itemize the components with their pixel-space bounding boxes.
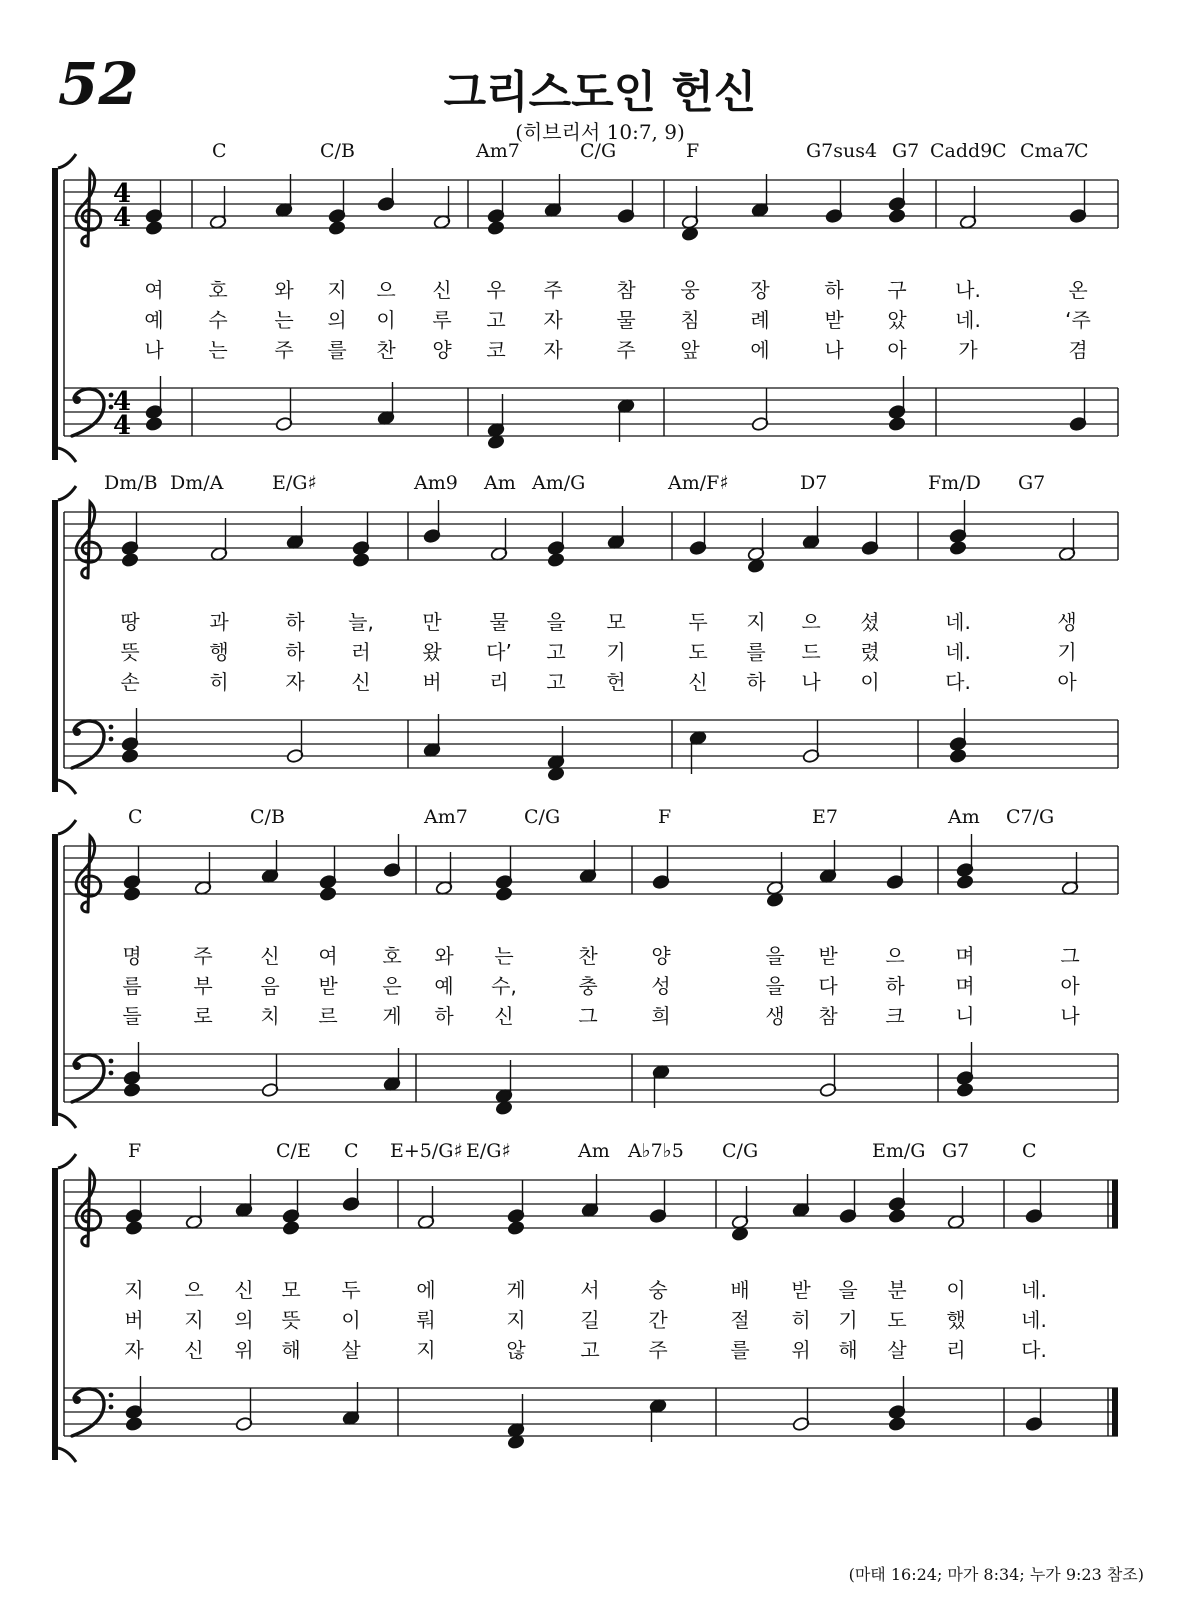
lyric-verse-1-syllable: 을 xyxy=(546,610,566,634)
lyric-verse-3-syllable: 해 xyxy=(281,1338,301,1362)
treble-time-signature xyxy=(113,179,131,233)
lyric-verse-2-syllable: 드 xyxy=(801,640,821,664)
system-bracket xyxy=(52,154,76,462)
lyric-verse-3-syllable: 나 xyxy=(1060,1004,1080,1028)
chord-symbol: Dm/B xyxy=(104,472,158,494)
chord-symbol: C xyxy=(1074,140,1089,162)
lyric-verse-2-syllable: 예 xyxy=(434,974,454,998)
lyric-verse-1-syllable: 지 xyxy=(746,610,766,634)
lyric-verse-1-syllable: 양 xyxy=(651,944,671,968)
lyric-verse-2-syllable: 절 xyxy=(730,1308,750,1332)
lyric-verse-2-syllable: 아 xyxy=(1060,974,1080,998)
lyric-verse-3-syllable: 주 xyxy=(274,338,294,362)
chord-symbol: Dm/A xyxy=(170,472,224,494)
chord-symbol: C xyxy=(344,1140,359,1162)
lyric-verse-1-syllable: 생 xyxy=(1057,610,1077,634)
chord-symbol: C7/G xyxy=(1006,806,1055,828)
lyric-verse-1-syllable: 며 xyxy=(955,944,975,968)
lyric-verse-3-syllable: 희 xyxy=(651,1004,671,1028)
lyric-verse-2-syllable: 다 xyxy=(818,974,838,998)
chord-symbol: E7 xyxy=(812,806,838,828)
lyric-verse-3-syllable: 하 xyxy=(434,1004,454,1028)
lyric-verse-2-syllable: 를 xyxy=(746,640,766,664)
lyric-verse-3-syllable: 앞 xyxy=(680,338,700,362)
chord-symbol: F xyxy=(658,806,672,828)
lyric-verse-3-syllable: 로 xyxy=(193,1004,213,1028)
chord-symbol: Cadd9 xyxy=(930,140,993,162)
lyric-verse-1-syllable: 하 xyxy=(824,278,844,302)
lyric-verse-3-syllable: 고 xyxy=(580,1338,600,1362)
lyric-verse-1-syllable: 와 xyxy=(274,278,294,302)
lyric-verse-1-syllable: 주 xyxy=(193,944,213,968)
svg-text:4: 4 xyxy=(112,203,132,233)
lyric-verse-3-syllable: 위 xyxy=(791,1338,811,1362)
lyric-verse-1-syllable: 네. xyxy=(945,610,971,634)
lyric-verse-3-syllable: 신 xyxy=(494,1004,514,1028)
lyric-verse-1-syllable: 과 xyxy=(209,610,229,634)
hymn-number: 52 xyxy=(58,50,139,118)
lyric-verse-3-syllable: 는 xyxy=(208,338,228,362)
lyric-verse-2-syllable: 이 xyxy=(376,308,396,332)
staff-graphics xyxy=(0,806,1200,1136)
chord-symbol: F xyxy=(128,1140,142,1162)
chord-symbol: Am7 xyxy=(476,140,520,162)
lyric-verse-3-syllable: 하 xyxy=(746,670,766,694)
lyric-verse-2-syllable: 며 xyxy=(955,974,975,998)
lyric-verse-2-syllable: 뤄 xyxy=(416,1308,436,1332)
lyric-verse-2-syllable: ‘주 xyxy=(1065,308,1091,332)
lyric-verse-2-syllable: 도 xyxy=(887,1308,907,1332)
lyric-verse-3-syllable: 나 xyxy=(144,338,164,362)
lyric-verse-2-syllable: 렸 xyxy=(860,640,880,664)
lyric-verse-3-syllable: 주 xyxy=(616,338,636,362)
lyric-verse-3-syllable: 나 xyxy=(824,338,844,362)
lyric-verse-1-syllable: 신 xyxy=(234,1278,254,1302)
lyric-verse-3-syllable: 자 xyxy=(285,670,305,694)
chord-symbol: A♭7♭5 xyxy=(628,1140,684,1162)
chord-symbol: D7 xyxy=(800,472,828,494)
lyric-verse-2-syllable: 히 xyxy=(791,1308,811,1332)
lyric-verse-3-syllable: 르 xyxy=(318,1004,338,1028)
lyric-verse-3-syllable: 자 xyxy=(543,338,563,362)
lyric-verse-1-syllable: 지 xyxy=(124,1278,144,1302)
chord-symbol: Fm/D xyxy=(928,472,981,494)
lyric-verse-1-syllable: 찬 xyxy=(578,944,598,968)
lyric-verse-2-syllable: 성 xyxy=(651,974,671,998)
treble-clef-icon xyxy=(76,170,101,246)
lyric-verse-1-syllable: 명 xyxy=(122,944,142,968)
lyric-verse-1-syllable: 주 xyxy=(543,278,563,302)
lyric-verse-1-syllable: 그 xyxy=(1060,944,1080,968)
lyric-verse-3-syllable: 양 xyxy=(432,338,452,362)
lyric-verse-3-syllable: 고 xyxy=(546,670,566,694)
bass-notes xyxy=(123,1042,974,1116)
music-system-1 xyxy=(0,140,1200,470)
lyric-verse-3-syllable: 에 xyxy=(750,338,770,362)
chord-symbol: C/G xyxy=(524,806,561,828)
lyric-verse-2-syllable: 름 xyxy=(122,974,142,998)
lyric-verse-1-syllable: 모 xyxy=(281,1278,301,1302)
treble-notes xyxy=(121,500,1076,574)
lyric-verse-1-syllable: 늘, xyxy=(348,610,374,634)
lyric-verse-1-syllable: 받 xyxy=(818,944,838,968)
lyric-verse-3-syllable: 신 xyxy=(688,670,708,694)
lyric-verse-1-syllable: 물 xyxy=(489,610,509,634)
lyric-verse-2-syllable: 예 xyxy=(144,308,164,332)
chord-symbol: C/G xyxy=(722,1140,759,1162)
lyric-verse-3-syllable: 크 xyxy=(885,1004,905,1028)
lyric-verse-3-syllable: 치 xyxy=(260,1004,280,1028)
chord-symbol: Em/G xyxy=(872,1140,926,1162)
lyric-verse-3-syllable: 지 xyxy=(416,1338,436,1362)
lyric-verse-3-syllable: 를 xyxy=(327,338,347,362)
lyric-verse-3-syllable: 헌 xyxy=(606,670,626,694)
chord-symbol: G7sus4 xyxy=(806,140,878,162)
lyric-verse-2-syllable: 을 xyxy=(765,974,785,998)
lyric-verse-2-syllable: 뜻 xyxy=(120,640,140,664)
lyric-verse-1-syllable: 호 xyxy=(382,944,402,968)
lyric-verse-1-syllable: 두 xyxy=(341,1278,361,1302)
lyric-verse-2-syllable: 지 xyxy=(506,1308,526,1332)
lyric-verse-1-syllable: 신 xyxy=(260,944,280,968)
chord-symbol: C xyxy=(992,140,1007,162)
lyric-verse-2-syllable: 네. xyxy=(945,640,971,664)
lyric-verse-1-syllable: 분 xyxy=(887,1278,907,1302)
lyric-verse-1-syllable: 여 xyxy=(318,944,338,968)
lyric-verse-1-syllable: 에 xyxy=(416,1278,436,1302)
music-system-3 xyxy=(0,806,1200,1136)
treble-clef-icon xyxy=(76,502,101,578)
lyric-verse-2-syllable: 수, xyxy=(491,974,517,998)
lyric-verse-3-syllable: 리 xyxy=(946,1338,966,1362)
lyric-verse-2-syllable: 네. xyxy=(1021,1308,1047,1332)
chord-symbol: Am xyxy=(484,472,516,494)
bass-time-signature xyxy=(113,387,131,441)
lyric-verse-1-syllable: 나. xyxy=(955,278,981,302)
lyric-verse-2-syllable: 부 xyxy=(193,974,213,998)
lyric-verse-3-syllable: 겸 xyxy=(1068,338,1088,362)
lyric-verse-1-syllable: 서 xyxy=(580,1278,600,1302)
lyric-verse-2-syllable: 의 xyxy=(327,308,347,332)
lyric-verse-1-syllable: 우 xyxy=(486,278,506,302)
lyric-verse-1-syllable: 는 xyxy=(494,944,514,968)
chord-symbol: E/G♯ xyxy=(466,1140,511,1162)
bass-staff xyxy=(64,1388,1118,1436)
chord-symbol: Cma7 xyxy=(1020,140,1076,162)
lyric-verse-2-syllable: 침 xyxy=(680,308,700,332)
lyric-verse-2-syllable: 받 xyxy=(824,308,844,332)
bass-notes xyxy=(125,1376,1043,1450)
lyric-verse-2-syllable: 았 xyxy=(887,308,907,332)
lyric-verse-1-syllable: 으 xyxy=(885,944,905,968)
lyric-verse-2-syllable: 받 xyxy=(318,974,338,998)
treble-notes xyxy=(125,1168,1043,1242)
lyric-verse-2-syllable: 다’ xyxy=(486,640,512,664)
lyric-verse-3-syllable: 버 xyxy=(422,670,442,694)
lyric-verse-3-syllable: 다. xyxy=(945,670,971,694)
lyric-verse-3-syllable: 위 xyxy=(234,1338,254,1362)
hymn-title: 그리스도인 헌신 xyxy=(443,67,757,118)
lyric-verse-1-syllable: 웅 xyxy=(680,278,700,302)
lyric-verse-2-syllable: 충 xyxy=(578,974,598,998)
treble-notes xyxy=(123,834,1079,908)
cross-reference: (마태 16:24; 마가 8:34; 누가 9:23 참조) xyxy=(848,1565,1144,1584)
lyric-verse-1-syllable: 숭 xyxy=(648,1278,668,1302)
lyric-verse-3-syllable: 찬 xyxy=(376,338,396,362)
lyric-verse-1-syllable: 으 xyxy=(184,1278,204,1302)
lyric-verse-1-syllable: 두 xyxy=(688,610,708,634)
lyric-verse-1-syllable: 배 xyxy=(730,1278,750,1302)
lyric-verse-1-syllable: 땅 xyxy=(120,610,140,634)
lyric-verse-3-syllable: 해 xyxy=(838,1338,858,1362)
lyric-verse-3-syllable: 참 xyxy=(818,1004,838,1028)
lyric-verse-3-syllable: 아 xyxy=(1057,670,1077,694)
lyric-verse-2-syllable: 길 xyxy=(580,1308,600,1332)
lyric-verse-2-syllable: 하 xyxy=(885,974,905,998)
lyric-verse-2-syllable: 간 xyxy=(648,1308,668,1332)
lyric-verse-2-syllable: 네. xyxy=(955,308,981,332)
lyric-verse-2-syllable: 의 xyxy=(234,1308,254,1332)
lyric-verse-1-syllable: 이 xyxy=(946,1278,966,1302)
lyric-verse-3-syllable: 생 xyxy=(765,1004,785,1028)
staff-graphics xyxy=(0,1140,1200,1470)
chord-symbol: G7 xyxy=(892,140,920,162)
lyric-verse-2-syllable: 는 xyxy=(274,308,294,332)
treble-clef-icon xyxy=(76,836,101,912)
lyric-verse-1-syllable: 참 xyxy=(616,278,636,302)
lyric-verse-3-syllable: 살 xyxy=(887,1338,907,1362)
lyric-verse-3-syllable: 리 xyxy=(489,670,509,694)
lyric-verse-1-syllable: 받 xyxy=(791,1278,811,1302)
lyric-verse-1-syllable: 모 xyxy=(606,610,626,634)
lyric-verse-2-syllable: 하 xyxy=(285,640,305,664)
lyric-verse-2-syllable: 물 xyxy=(616,308,636,332)
treble-notes xyxy=(145,168,1087,242)
lyric-verse-2-syllable: 왔 xyxy=(422,640,442,664)
lyric-verse-3-syllable: 신 xyxy=(184,1338,204,1362)
lyric-verse-2-syllable: 지 xyxy=(184,1308,204,1332)
chord-symbol: G7 xyxy=(942,1140,970,1162)
lyric-verse-1-syllable: 장 xyxy=(750,278,770,302)
chord-symbol: Am/F♯ xyxy=(668,472,729,494)
lyric-verse-2-syllable: 행 xyxy=(209,640,229,664)
lyric-verse-3-syllable: 가 xyxy=(958,338,978,362)
lyric-verse-3-syllable: 아 xyxy=(887,338,907,362)
lyric-verse-3-syllable: 들 xyxy=(122,1004,142,1028)
chord-symbol: E+5/G♯ xyxy=(390,1140,463,1162)
lyric-verse-3-syllable: 살 xyxy=(341,1338,361,1362)
lyric-verse-3-syllable: 를 xyxy=(730,1338,750,1362)
bass-notes xyxy=(121,708,967,782)
lyric-verse-1-syllable: 을 xyxy=(765,944,785,968)
lyric-verse-3-syllable: 히 xyxy=(209,670,229,694)
lyric-verse-2-syllable: 음 xyxy=(260,974,280,998)
lyric-verse-1-syllable: 지 xyxy=(327,278,347,302)
lyric-verse-2-syllable: 기 xyxy=(606,640,626,664)
chord-symbol: G7 xyxy=(1018,472,1046,494)
lyric-verse-2-syllable: 례 xyxy=(750,308,770,332)
lyric-verse-1-syllable: 만 xyxy=(422,610,442,634)
staff-graphics xyxy=(0,140,1200,470)
lyric-verse-3-syllable: 손 xyxy=(120,670,140,694)
lyric-verse-2-syllable: 이 xyxy=(341,1308,361,1332)
lyric-verse-1-syllable: 네. xyxy=(1021,1278,1047,1302)
lyric-verse-3-syllable: 게 xyxy=(382,1004,402,1028)
chord-symbol: Am xyxy=(948,806,980,828)
chord-symbol: E/G♯ xyxy=(272,472,317,494)
staff-graphics xyxy=(0,472,1200,802)
lyric-verse-2-syllable: 수 xyxy=(208,308,228,332)
chord-symbol: Am9 xyxy=(414,472,458,494)
lyric-verse-1-syllable: 으 xyxy=(801,610,821,634)
svg-text:4: 4 xyxy=(112,411,132,441)
chord-symbol: C xyxy=(212,140,227,162)
lyric-verse-2-syllable: 도 xyxy=(688,640,708,664)
lyric-verse-2-syllable: 뜻 xyxy=(281,1308,301,1332)
chord-symbol: F xyxy=(686,140,700,162)
chord-symbol: Am/G xyxy=(532,472,586,494)
lyric-verse-1-syllable: 으 xyxy=(376,278,396,302)
bass-staff xyxy=(64,388,1118,436)
chord-symbol: Am xyxy=(578,1140,610,1162)
lyric-verse-2-syllable: 기 xyxy=(838,1308,858,1332)
lyric-verse-1-syllable: 신 xyxy=(432,278,452,302)
lyric-verse-3-syllable: 않 xyxy=(506,1338,526,1362)
lyric-verse-2-syllable: 기 xyxy=(1057,640,1077,664)
lyric-verse-1-syllable: 와 xyxy=(434,944,454,968)
lyric-verse-3-syllable: 코 xyxy=(486,338,506,362)
treble-clef-icon xyxy=(76,1170,101,1246)
lyric-verse-1-syllable: 하 xyxy=(285,610,305,634)
lyric-verse-3-syllable: 신 xyxy=(351,670,371,694)
lyric-verse-2-syllable: 했 xyxy=(946,1308,966,1332)
svg-text:4: 4 xyxy=(112,179,132,209)
lyric-verse-2-syllable: 은 xyxy=(382,974,402,998)
lyric-verse-1-syllable: 을 xyxy=(838,1278,858,1302)
chord-symbol: C/B xyxy=(320,140,355,162)
lyric-verse-2-syllable: 루 xyxy=(432,308,452,332)
scripture-reference: (히브리서 10:7, 9) xyxy=(515,120,685,144)
svg-text:4: 4 xyxy=(112,387,132,417)
lyric-verse-1-syllable: 게 xyxy=(506,1278,526,1302)
lyric-verse-1-syllable: 온 xyxy=(1068,278,1088,302)
lyric-verse-3-syllable: 나 xyxy=(801,670,821,694)
lyric-verse-2-syllable: 자 xyxy=(543,308,563,332)
lyric-verse-3-syllable: 주 xyxy=(648,1338,668,1362)
lyric-verse-1-syllable: 호 xyxy=(208,278,228,302)
bass-notes xyxy=(145,376,1087,450)
chord-symbol: C/B xyxy=(250,806,285,828)
lyric-verse-3-syllable: 그 xyxy=(578,1004,598,1028)
lyric-verse-3-syllable: 니 xyxy=(955,1004,975,1028)
lyric-verse-3-syllable: 이 xyxy=(860,670,880,694)
lyric-verse-1-syllable: 구 xyxy=(887,278,907,302)
lyric-verse-1-syllable: 여 xyxy=(144,278,164,302)
chord-symbol: C xyxy=(1022,1140,1037,1162)
chord-symbol: Am7 xyxy=(424,806,468,828)
music-system-2 xyxy=(0,472,1200,802)
music-system-4 xyxy=(0,1140,1200,1470)
lyric-verse-2-syllable: 버 xyxy=(124,1308,144,1332)
system-bracket xyxy=(52,486,76,794)
lyric-verse-3-syllable: 자 xyxy=(124,1338,144,1362)
lyric-verse-2-syllable: 고 xyxy=(486,308,506,332)
chord-symbol: C/G xyxy=(580,140,617,162)
lyric-verse-2-syllable: 고 xyxy=(546,640,566,664)
chord-symbol: C/E xyxy=(276,1140,311,1162)
lyric-verse-2-syllable: 러 xyxy=(351,640,371,664)
lyric-verse-1-syllable: 셨 xyxy=(860,610,880,634)
chord-symbol: C xyxy=(128,806,143,828)
system-bracket xyxy=(52,820,76,1128)
lyric-verse-3-syllable: 다. xyxy=(1021,1338,1047,1362)
system-bracket xyxy=(52,1154,76,1462)
